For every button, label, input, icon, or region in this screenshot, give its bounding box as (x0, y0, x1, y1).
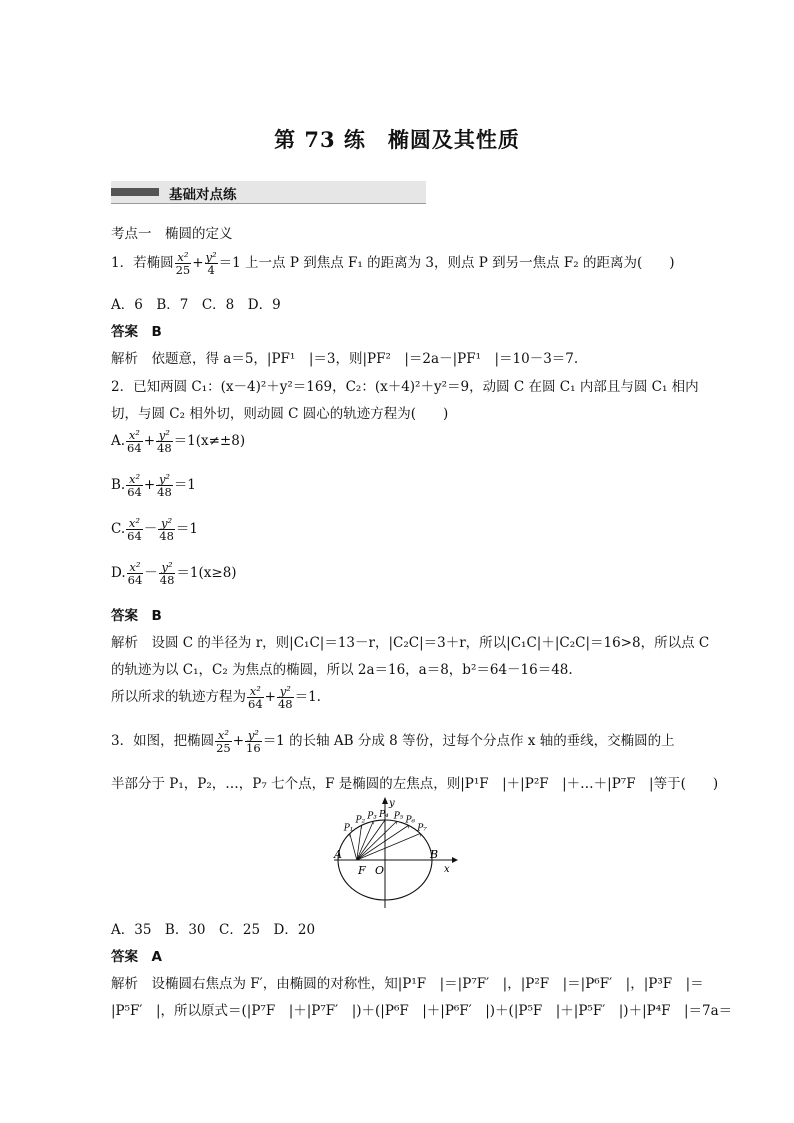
option-tail: ＝1(x≠±8) (173, 433, 246, 449)
q1-options: A．6 B．7 C．8 D．9 (111, 297, 281, 313)
q2-analysis-line1: 解析 设圆 C 的半径为 r，则|C₁C|＝13－r，|C₂C|＝3＋r，所以|C₁C|＋|C₂C|＝16>8，所以点 C (111, 635, 710, 651)
frac-num: x² (127, 561, 144, 574)
q2-option-d (111, 561, 237, 586)
option-label: A. (111, 433, 126, 449)
frac-den: 48 (157, 441, 172, 455)
frac-den: 64 (127, 573, 143, 587)
option-label: B. (111, 477, 126, 493)
q1-frac2-den: 4 (207, 263, 215, 277)
q2-option-b (111, 473, 196, 498)
q1-frac2 (205, 251, 218, 276)
option-op: + (143, 477, 156, 493)
q1-analysis: 解析 依题意，得 a＝5，|PF¹ |＝3，则|PF² |＝2a－|PF¹ |＝10－3＝7. (111, 351, 579, 367)
chord-p5 (357, 821, 397, 860)
label-p3: P₃ (367, 811, 377, 822)
frac-den: 64 (248, 697, 263, 711)
frac-num: x² (126, 429, 143, 442)
q1-frac2-num: y² (205, 250, 217, 264)
q1-frac1 (175, 251, 192, 276)
analysis-frac1 (247, 685, 264, 710)
label-x: x (444, 864, 450, 875)
frac-num: y² (156, 473, 173, 486)
frac-den: 64 (127, 529, 142, 543)
option-frac1 (126, 429, 143, 454)
frac-den: 48 (277, 697, 293, 711)
option-frac1 (126, 517, 143, 542)
q3-options: A．35 B．30 C．25 D．20 (111, 922, 316, 938)
frac-den: 16 (246, 741, 261, 755)
section-label: 基础对点练 (169, 187, 237, 203)
frac-num: x² (215, 729, 232, 742)
label-p2: P₂ (355, 815, 366, 826)
label-p4: P₄ (379, 810, 389, 820)
label-a: A (334, 848, 342, 861)
q2-line2: 切，与圆 C₂ 相外切，则动圆 C 圆心的轨迹方程为( ) (111, 406, 449, 422)
x-axis-arrow (452, 857, 458, 863)
y-axis-arrow (382, 797, 388, 804)
q1-rest: ＝1 上一点 P 到焦点 F₁ 的距离为 3，则点 P 到另一焦点 F₂ 的距离为( ) (218, 255, 675, 271)
frac-num: x² (126, 473, 143, 486)
q3-prefix: 3．如图，把椭圆 (111, 733, 215, 749)
section-header (111, 181, 426, 204)
option-tail: ＝1 (173, 477, 196, 493)
option-tail: ＝1(x≥8) (176, 565, 237, 581)
label-b: B (430, 848, 439, 861)
q3-analysis-line2: |P⁵F′ |，所以原式＝(|P⁷F |＋|P⁷F′ |)＋(|P⁶F |＋|P⁶F′ |)＋(|P⁵F |＋|P⁵F′ |)＋|P⁴F |＝7a＝ (111, 1003, 733, 1019)
label-o: O (375, 864, 385, 877)
frac-num: x² (247, 685, 264, 698)
analysis-tail: ＝1. (294, 689, 321, 705)
q3-analysis-line1: 解析 设椭圆右焦点为 F′，由椭圆的对称性，知|P¹F |＝|P⁷F′ |，|P²F |＝|P⁶F′ |，|P³F |＝ (111, 976, 704, 992)
topic-heading: 考点一 椭圆的定义 (111, 226, 233, 242)
q2-analysis-line2: 的轨迹为以 C₁，C₂ 为焦点的椭圆，所以 2a＝16，a＝8，b²＝64－16＝48. (111, 662, 573, 678)
option-tail: ＝1 (175, 521, 199, 537)
label-p5: P₅ (393, 811, 404, 822)
option-op: － (143, 521, 158, 537)
frac-num: y² (158, 517, 175, 530)
frac-den: 64 (127, 441, 142, 455)
chord-p1 (350, 834, 357, 860)
page-title: 第 73 练 椭圆及其性质 (274, 127, 520, 152)
label-p1: P₁ (343, 823, 354, 834)
option-frac1 (126, 473, 143, 498)
option-label: C. (111, 521, 126, 537)
q3-rest: ＝1 的长轴 AB 分成 8 等份，过每个分点作 x 轴的垂线，交椭圆的上 (262, 733, 675, 749)
q3-frac2 (245, 729, 262, 754)
q3-frac1 (215, 729, 232, 754)
q2-answer: 答案 B (111, 608, 162, 624)
frac-num: y² (156, 429, 173, 442)
q3-line1 (111, 729, 675, 754)
frac-den: 25 (216, 741, 231, 755)
analysis-frac2 (277, 685, 294, 710)
frac-num: y² (159, 561, 176, 574)
option-op: + (143, 433, 155, 449)
option-op: － (144, 565, 158, 581)
q1-stem (111, 251, 675, 276)
option-frac1 (127, 561, 144, 586)
option-frac2 (156, 473, 173, 498)
frac-den: 48 (157, 485, 172, 499)
option-frac2 (158, 517, 175, 542)
frac-num: y² (245, 729, 262, 742)
label-y: y (389, 798, 395, 809)
q2-option-a (111, 429, 245, 454)
label-p6: P₆ (405, 815, 416, 826)
frac-den: 48 (159, 529, 174, 543)
option-label: D. (111, 565, 126, 581)
q1-answer: 答案 B (111, 324, 162, 340)
label-f: F (358, 864, 366, 877)
option-frac2 (159, 561, 176, 586)
frac-den: 48 (159, 573, 175, 587)
q2-analysis-line3 (111, 685, 321, 710)
label-p7: P₇ (417, 823, 427, 834)
frac-den: 64 (127, 485, 142, 499)
q1-frac1-num: x² (175, 251, 192, 264)
option-frac2 (156, 429, 173, 454)
q1-prefix: 1．若椭圆 (111, 255, 174, 271)
ellipse-figure (330, 796, 460, 908)
analysis-prefix: 所以所求的轨迹方程为 (111, 689, 246, 705)
q2-line1: 2．已知两圆 C₁：(x－4)²＋y²＝169，C₂：(x＋4)²＋y²＝9，动圆 C 在圆 C₁ 内部且与圆 C₁ 相内 (111, 379, 699, 395)
q2-option-c (111, 517, 198, 542)
q3-answer: 答案 A (111, 949, 162, 965)
q3-op: + (232, 733, 245, 749)
frac-num: y² (277, 685, 294, 698)
analysis-op: + (264, 689, 276, 705)
frac-num: x² (126, 517, 143, 530)
q3-line2: 半部分于 P₁，P₂，…，P₇ 七个点，F 是椭圆的左焦点，则|P¹F |＋|P²F |＋…＋|P⁷F |等于( ) (111, 776, 719, 792)
q1-frac1-den: 25 (175, 263, 191, 277)
q1-plus: + (192, 255, 204, 271)
section-marker (111, 188, 159, 196)
